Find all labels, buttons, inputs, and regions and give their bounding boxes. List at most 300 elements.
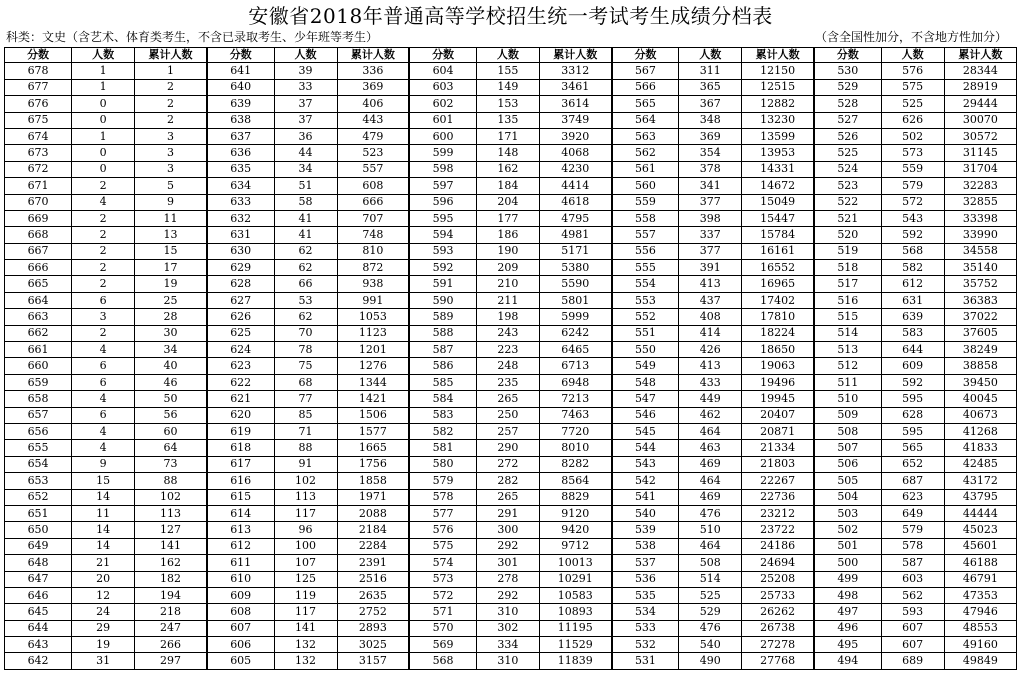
table-row bbox=[5, 489, 1017, 505]
score-cell: 516 bbox=[814, 292, 881, 308]
score-cell: 557 bbox=[612, 227, 679, 243]
table-body bbox=[5, 63, 1017, 669]
cumulative-cell: 3920 bbox=[539, 128, 611, 144]
cumulative-cell: 42485 bbox=[944, 456, 1016, 472]
score-cell: 673 bbox=[5, 145, 72, 161]
count-cell: 609 bbox=[881, 358, 944, 374]
score-cell: 677 bbox=[5, 79, 72, 95]
count-cell: 449 bbox=[679, 391, 742, 407]
score-cell: 524 bbox=[814, 161, 881, 177]
cumulative-cell: 2391 bbox=[337, 555, 409, 571]
score-cell: 562 bbox=[612, 145, 679, 161]
count-cell: 77 bbox=[274, 391, 337, 407]
count-cell: 365 bbox=[679, 79, 742, 95]
count-cell: 4 bbox=[72, 391, 135, 407]
cumulative-cell: 6948 bbox=[539, 374, 611, 390]
table-row bbox=[5, 194, 1017, 210]
score-cell: 581 bbox=[409, 440, 476, 456]
score-cell: 500 bbox=[814, 555, 881, 571]
count-cell: 593 bbox=[881, 604, 944, 620]
score-cell: 622 bbox=[207, 374, 274, 390]
score-cell: 579 bbox=[409, 473, 476, 489]
score-cell: 639 bbox=[207, 96, 274, 112]
score-cell: 604 bbox=[409, 63, 476, 79]
score-cell: 504 bbox=[814, 489, 881, 505]
cumulative-cell: 37022 bbox=[944, 309, 1016, 325]
cumulative-cell: 27278 bbox=[742, 637, 814, 653]
count-cell: 0 bbox=[72, 145, 135, 161]
count-cell: 631 bbox=[881, 292, 944, 308]
score-cell: 499 bbox=[814, 571, 881, 587]
cumulative-cell: 38858 bbox=[944, 358, 1016, 374]
count-cell: 579 bbox=[881, 178, 944, 194]
score-cell: 575 bbox=[409, 538, 476, 554]
table-row bbox=[5, 505, 1017, 521]
cumulative-cell: 33990 bbox=[944, 227, 1016, 243]
score-cell: 498 bbox=[814, 587, 881, 603]
table-row bbox=[5, 555, 1017, 571]
score-header: 分数 bbox=[612, 48, 679, 63]
table-row bbox=[5, 292, 1017, 308]
cumulative-cell: 7213 bbox=[539, 391, 611, 407]
count-cell: 51 bbox=[274, 178, 337, 194]
count-cell: 39 bbox=[274, 63, 337, 79]
score-cell: 642 bbox=[5, 653, 72, 669]
count-cell: 1 bbox=[72, 128, 135, 144]
cumulative-cell: 557 bbox=[337, 161, 409, 177]
score-cell: 573 bbox=[409, 571, 476, 587]
score-cell: 645 bbox=[5, 604, 72, 620]
score-cell: 626 bbox=[207, 309, 274, 325]
count-cell: 235 bbox=[476, 374, 539, 390]
count-cell: 190 bbox=[476, 243, 539, 259]
count-cell: 36 bbox=[274, 128, 337, 144]
cumulative-cell: 73 bbox=[135, 456, 207, 472]
cumulative-cell: 1201 bbox=[337, 342, 409, 358]
score-cell: 671 bbox=[5, 178, 72, 194]
count-cell: 4 bbox=[72, 194, 135, 210]
count-cell: 612 bbox=[881, 276, 944, 292]
score-cell: 495 bbox=[814, 637, 881, 653]
count-cell: 210 bbox=[476, 276, 539, 292]
count-cell: 508 bbox=[679, 555, 742, 571]
cumulative-cell: 45601 bbox=[944, 538, 1016, 554]
score-cell: 678 bbox=[5, 63, 72, 79]
score-cell: 547 bbox=[612, 391, 679, 407]
score-cell: 630 bbox=[207, 243, 274, 259]
count-cell: 341 bbox=[679, 178, 742, 194]
cumulative-cell: 8829 bbox=[539, 489, 611, 505]
count-cell: 562 bbox=[881, 587, 944, 603]
cumulative-cell: 7463 bbox=[539, 407, 611, 423]
table-row bbox=[5, 587, 1017, 603]
count-cell: 6 bbox=[72, 407, 135, 423]
table-row bbox=[5, 653, 1017, 669]
count-cell: 0 bbox=[72, 161, 135, 177]
cumulative-cell: 810 bbox=[337, 243, 409, 259]
cumulative-cell: 2752 bbox=[337, 604, 409, 620]
score-cell: 657 bbox=[5, 407, 72, 423]
score-cell: 494 bbox=[814, 653, 881, 669]
count-cell: 626 bbox=[881, 112, 944, 128]
count-cell: 24 bbox=[72, 604, 135, 620]
cumulative-cell: 1 bbox=[135, 63, 207, 79]
cumulative-cell: 34558 bbox=[944, 243, 1016, 259]
score-cell: 627 bbox=[207, 292, 274, 308]
score-cell: 502 bbox=[814, 522, 881, 538]
count-cell: 378 bbox=[679, 161, 742, 177]
count-cell: 12 bbox=[72, 587, 135, 603]
count-cell: 33 bbox=[274, 79, 337, 95]
cumulative-cell: 266 bbox=[135, 637, 207, 653]
score-cell: 652 bbox=[5, 489, 72, 505]
cumulative-cell: 3461 bbox=[539, 79, 611, 95]
count-cell: 426 bbox=[679, 342, 742, 358]
cumulative-cell: 5999 bbox=[539, 309, 611, 325]
table-row bbox=[5, 407, 1017, 423]
table-row bbox=[5, 620, 1017, 636]
count-cell: 117 bbox=[274, 505, 337, 521]
count-header: 人数 bbox=[72, 48, 135, 63]
cumulative-cell: 38249 bbox=[944, 342, 1016, 358]
cumulative-cell: 9 bbox=[135, 194, 207, 210]
count-cell: 1 bbox=[72, 79, 135, 95]
count-cell: 37 bbox=[274, 112, 337, 128]
count-cell: 292 bbox=[476, 587, 539, 603]
cumulative-cell: 4414 bbox=[539, 178, 611, 194]
count-header: 人数 bbox=[476, 48, 539, 63]
cumulative-cell: 46 bbox=[135, 374, 207, 390]
cumulative-cell: 13953 bbox=[742, 145, 814, 161]
count-cell: 119 bbox=[274, 587, 337, 603]
cumulative-cell: 6465 bbox=[539, 342, 611, 358]
count-cell: 0 bbox=[72, 112, 135, 128]
score-cell: 578 bbox=[409, 489, 476, 505]
count-cell: 565 bbox=[881, 440, 944, 456]
cumulative-cell: 748 bbox=[337, 227, 409, 243]
cumulative-cell: 28919 bbox=[944, 79, 1016, 95]
count-cell: 62 bbox=[274, 243, 337, 259]
cumulative-cell: 6242 bbox=[539, 325, 611, 341]
table-row bbox=[5, 522, 1017, 538]
count-cell: 300 bbox=[476, 522, 539, 538]
score-cell: 582 bbox=[409, 423, 476, 439]
count-cell: 607 bbox=[881, 637, 944, 653]
cumulative-cell: 5801 bbox=[539, 292, 611, 308]
count-cell: 91 bbox=[274, 456, 337, 472]
count-cell: 377 bbox=[679, 243, 742, 259]
score-cell: 520 bbox=[814, 227, 881, 243]
score-cell: 567 bbox=[612, 63, 679, 79]
count-cell: 525 bbox=[881, 96, 944, 112]
cumulative-cell: 10893 bbox=[539, 604, 611, 620]
count-cell: 369 bbox=[679, 128, 742, 144]
table-row bbox=[5, 571, 1017, 587]
cumulative-cell: 127 bbox=[135, 522, 207, 538]
table-row bbox=[5, 96, 1017, 112]
cumulative-cell: 20407 bbox=[742, 407, 814, 423]
score-cell: 503 bbox=[814, 505, 881, 521]
score-cell: 592 bbox=[409, 260, 476, 276]
cumulative-cell: 41268 bbox=[944, 423, 1016, 439]
cumulative-cell: 16552 bbox=[742, 260, 814, 276]
cumulative-cell: 2635 bbox=[337, 587, 409, 603]
count-cell: 20 bbox=[72, 571, 135, 587]
cumulative-cell: 10291 bbox=[539, 571, 611, 587]
cumulative-cell: 406 bbox=[337, 96, 409, 112]
count-cell: 171 bbox=[476, 128, 539, 144]
count-cell: 464 bbox=[679, 423, 742, 439]
score-cell: 589 bbox=[409, 309, 476, 325]
count-cell: 572 bbox=[881, 194, 944, 210]
score-cell: 664 bbox=[5, 292, 72, 308]
count-cell: 37 bbox=[274, 96, 337, 112]
score-cell: 548 bbox=[612, 374, 679, 390]
count-cell: 292 bbox=[476, 538, 539, 554]
cumulative-cell: 991 bbox=[337, 292, 409, 308]
score-cell: 576 bbox=[409, 522, 476, 538]
score-cell: 654 bbox=[5, 456, 72, 472]
table-row bbox=[5, 423, 1017, 439]
cumulative-cell: 36383 bbox=[944, 292, 1016, 308]
score-cell: 571 bbox=[409, 604, 476, 620]
score-cell: 497 bbox=[814, 604, 881, 620]
score-cell: 559 bbox=[612, 194, 679, 210]
score-cell: 634 bbox=[207, 178, 274, 194]
cumulative-cell: 43172 bbox=[944, 473, 1016, 489]
cumulative-cell: 48553 bbox=[944, 620, 1016, 636]
cumulative-cell: 19063 bbox=[742, 358, 814, 374]
cumulative-cell: 8564 bbox=[539, 473, 611, 489]
cumulative-cell: 46188 bbox=[944, 555, 1016, 571]
count-cell: 576 bbox=[881, 63, 944, 79]
score-cell: 506 bbox=[814, 456, 881, 472]
count-cell: 649 bbox=[881, 505, 944, 521]
table-row bbox=[5, 79, 1017, 95]
count-cell: 592 bbox=[881, 374, 944, 390]
count-cell: 464 bbox=[679, 538, 742, 554]
score-cell: 560 bbox=[612, 178, 679, 194]
score-cell: 533 bbox=[612, 620, 679, 636]
table-row bbox=[5, 63, 1017, 79]
cumulative-cell: 17810 bbox=[742, 309, 814, 325]
cumulative-cell: 15784 bbox=[742, 227, 814, 243]
count-cell: 310 bbox=[476, 653, 539, 669]
cumulative-cell: 40045 bbox=[944, 391, 1016, 407]
score-cell: 632 bbox=[207, 210, 274, 226]
score-cell: 508 bbox=[814, 423, 881, 439]
count-cell: 102 bbox=[274, 473, 337, 489]
score-cell: 618 bbox=[207, 440, 274, 456]
score-cell: 629 bbox=[207, 260, 274, 276]
count-cell: 44 bbox=[274, 145, 337, 161]
count-cell: 514 bbox=[679, 571, 742, 587]
cumulative-cell: 2516 bbox=[337, 571, 409, 587]
count-cell: 71 bbox=[274, 423, 337, 439]
score-cell: 518 bbox=[814, 260, 881, 276]
count-cell: 529 bbox=[679, 604, 742, 620]
count-cell: 348 bbox=[679, 112, 742, 128]
cumulative-cell: 102 bbox=[135, 489, 207, 505]
cumulative-cell: 32283 bbox=[944, 178, 1016, 194]
cumulative-cell: 31145 bbox=[944, 145, 1016, 161]
count-cell: 301 bbox=[476, 555, 539, 571]
cumulative-cell: 23212 bbox=[742, 505, 814, 521]
count-cell: 540 bbox=[679, 637, 742, 653]
count-cell: 525 bbox=[679, 587, 742, 603]
score-cell: 521 bbox=[814, 210, 881, 226]
count-cell: 78 bbox=[274, 342, 337, 358]
count-cell: 100 bbox=[274, 538, 337, 554]
score-cell: 644 bbox=[5, 620, 72, 636]
count-cell: 595 bbox=[881, 391, 944, 407]
cumulative-cell: 2 bbox=[135, 112, 207, 128]
score-cell: 523 bbox=[814, 178, 881, 194]
cumulative-cell: 28344 bbox=[944, 63, 1016, 79]
count-cell: 14 bbox=[72, 538, 135, 554]
cumulative-cell: 2 bbox=[135, 96, 207, 112]
score-cell: 607 bbox=[207, 620, 274, 636]
table-row bbox=[5, 260, 1017, 276]
score-cell: 608 bbox=[207, 604, 274, 620]
cumulative-cell: 15 bbox=[135, 243, 207, 259]
score-cell: 628 bbox=[207, 276, 274, 292]
cumulative-cell: 5 bbox=[135, 178, 207, 194]
score-cell: 670 bbox=[5, 194, 72, 210]
score-cell: 552 bbox=[612, 309, 679, 325]
count-cell: 88 bbox=[274, 440, 337, 456]
count-header: 人数 bbox=[274, 48, 337, 63]
table-row bbox=[5, 325, 1017, 341]
score-cell: 633 bbox=[207, 194, 274, 210]
score-cell: 531 bbox=[612, 653, 679, 669]
table-row bbox=[5, 538, 1017, 554]
table-row bbox=[5, 440, 1017, 456]
score-cell: 539 bbox=[612, 522, 679, 538]
cumulative-cell: 64 bbox=[135, 440, 207, 456]
cumulative-cell: 1421 bbox=[337, 391, 409, 407]
score-cell: 620 bbox=[207, 407, 274, 423]
count-cell: 652 bbox=[881, 456, 944, 472]
score-cell: 601 bbox=[409, 112, 476, 128]
cumulative-cell: 39450 bbox=[944, 374, 1016, 390]
score-cell: 515 bbox=[814, 309, 881, 325]
count-cell: 628 bbox=[881, 407, 944, 423]
cumulative-cell: 27768 bbox=[742, 653, 814, 669]
table-row bbox=[5, 161, 1017, 177]
cumulative-cell: 3025 bbox=[337, 637, 409, 653]
cumulative-cell: 22736 bbox=[742, 489, 814, 505]
table-row bbox=[5, 342, 1017, 358]
cumulative-cell: 1665 bbox=[337, 440, 409, 456]
score-cell: 614 bbox=[207, 505, 274, 521]
count-cell: 2 bbox=[72, 243, 135, 259]
cumulative-cell: 35752 bbox=[944, 276, 1016, 292]
table-row bbox=[5, 145, 1017, 161]
score-cell: 553 bbox=[612, 292, 679, 308]
count-cell: 75 bbox=[274, 358, 337, 374]
cumulative-cell: 60 bbox=[135, 423, 207, 439]
count-cell: 2 bbox=[72, 276, 135, 292]
score-cell: 631 bbox=[207, 227, 274, 243]
cumulative-cell: 14331 bbox=[742, 161, 814, 177]
count-cell: 211 bbox=[476, 292, 539, 308]
score-cell: 662 bbox=[5, 325, 72, 341]
score-cell: 541 bbox=[612, 489, 679, 505]
score-cell: 583 bbox=[409, 407, 476, 423]
score-cell: 588 bbox=[409, 325, 476, 341]
count-cell: 177 bbox=[476, 210, 539, 226]
table-row bbox=[5, 309, 1017, 325]
score-cell: 613 bbox=[207, 522, 274, 538]
cumulative-cell: 5171 bbox=[539, 243, 611, 259]
score-cell: 536 bbox=[612, 571, 679, 587]
cumulative-cell: 37605 bbox=[944, 325, 1016, 341]
count-cell: 272 bbox=[476, 456, 539, 472]
count-cell: 595 bbox=[881, 423, 944, 439]
count-cell: 476 bbox=[679, 620, 742, 636]
count-cell: 644 bbox=[881, 342, 944, 358]
count-cell: 184 bbox=[476, 178, 539, 194]
score-cell: 665 bbox=[5, 276, 72, 292]
table-row bbox=[5, 358, 1017, 374]
count-cell: 257 bbox=[476, 423, 539, 439]
score-cell: 505 bbox=[814, 473, 881, 489]
cumulative-cell: 21803 bbox=[742, 456, 814, 472]
count-cell: 70 bbox=[274, 325, 337, 341]
score-cell: 663 bbox=[5, 309, 72, 325]
count-cell: 141 bbox=[274, 620, 337, 636]
table-row bbox=[5, 210, 1017, 226]
cumulative-cell: 25 bbox=[135, 292, 207, 308]
cumulative-cell: 4981 bbox=[539, 227, 611, 243]
cumulative-cell: 1276 bbox=[337, 358, 409, 374]
score-cell: 535 bbox=[612, 587, 679, 603]
score-cell: 658 bbox=[5, 391, 72, 407]
count-cell: 41 bbox=[274, 210, 337, 226]
score-header: 分数 bbox=[5, 48, 72, 63]
cumulative-cell: 13599 bbox=[742, 128, 814, 144]
count-cell: 248 bbox=[476, 358, 539, 374]
cumulative-cell: 29444 bbox=[944, 96, 1016, 112]
cumulative-cell: 18650 bbox=[742, 342, 814, 358]
cumulative-cell: 247 bbox=[135, 620, 207, 636]
score-cell: 551 bbox=[612, 325, 679, 341]
count-cell: 568 bbox=[881, 243, 944, 259]
count-cell: 4 bbox=[72, 342, 135, 358]
score-cell: 513 bbox=[814, 342, 881, 358]
cumulative-cell: 21334 bbox=[742, 440, 814, 456]
count-cell: 53 bbox=[274, 292, 337, 308]
score-cell: 656 bbox=[5, 423, 72, 439]
count-cell: 543 bbox=[881, 210, 944, 226]
count-cell: 223 bbox=[476, 342, 539, 358]
score-cell: 590 bbox=[409, 292, 476, 308]
score-cell: 556 bbox=[612, 243, 679, 259]
score-cell: 599 bbox=[409, 145, 476, 161]
score-cell: 596 bbox=[409, 194, 476, 210]
cumulative-cell: 19945 bbox=[742, 391, 814, 407]
cumulative-cell: 10583 bbox=[539, 587, 611, 603]
count-cell: 117 bbox=[274, 604, 337, 620]
cumulative-cell: 13230 bbox=[742, 112, 814, 128]
count-cell: 186 bbox=[476, 227, 539, 243]
cumulative-cell: 113 bbox=[135, 505, 207, 521]
count-cell: 2 bbox=[72, 178, 135, 194]
count-cell: 132 bbox=[274, 637, 337, 653]
score-cell: 640 bbox=[207, 79, 274, 95]
count-cell: 3 bbox=[72, 309, 135, 325]
